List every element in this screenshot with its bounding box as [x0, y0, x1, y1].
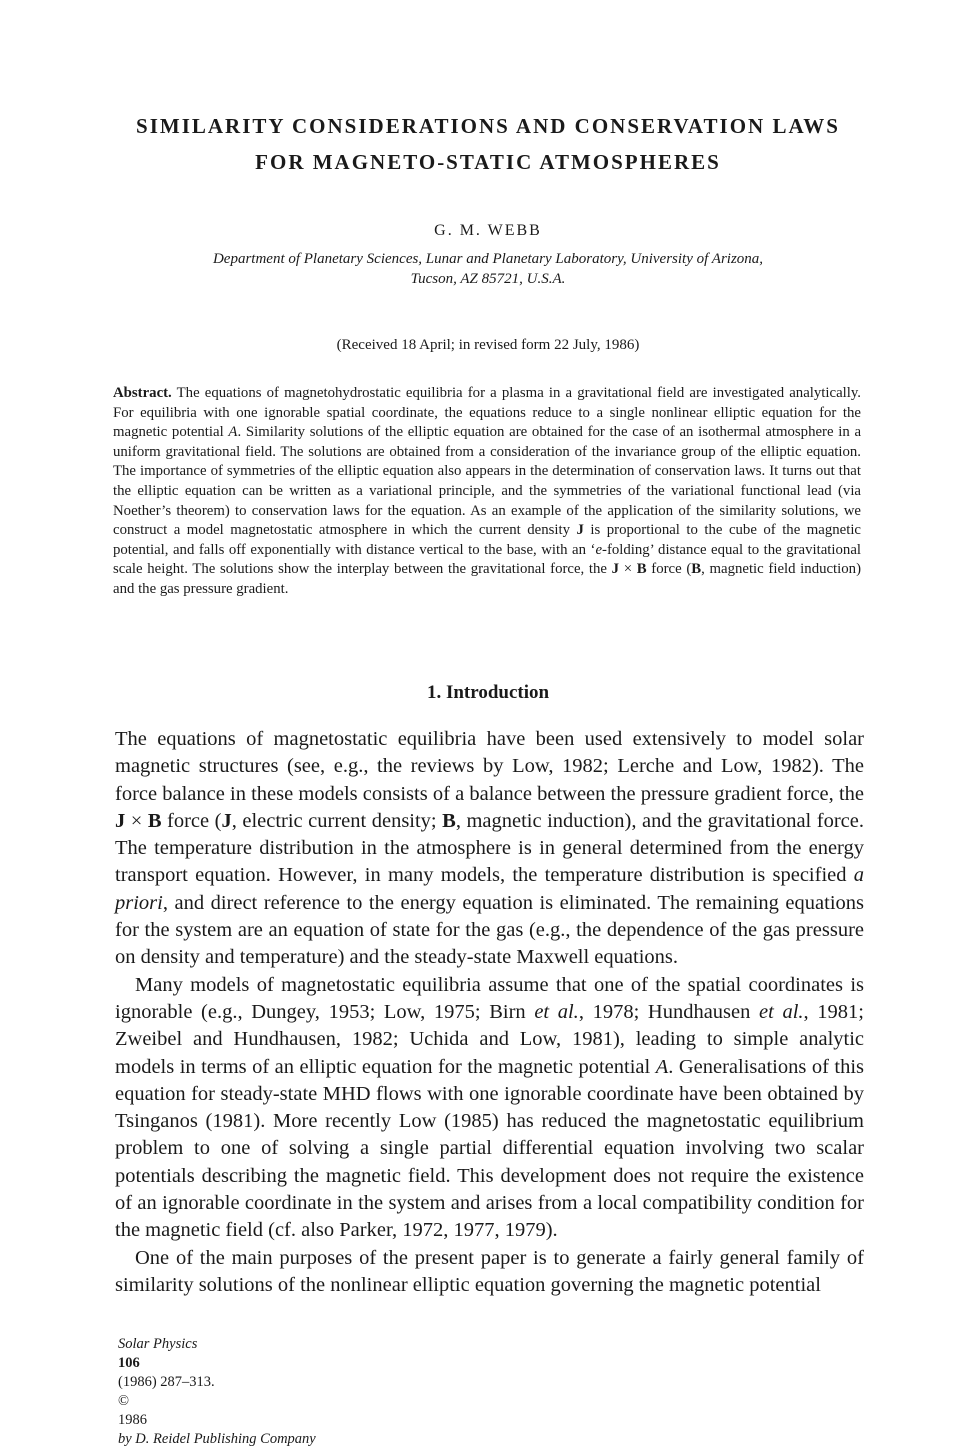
title-line-1: SIMILARITY CONSIDERATIONS AND CONSERVATION LAWS — [136, 114, 840, 138]
paragraph-text: force ( — [161, 809, 222, 832]
abstract-text: × — [619, 561, 637, 578]
paragraph-text: , and direct reference to the energy equation is eliminated. The remaining equations for the system are an equation of state for the gas (e.g., the dependence of the gas pressure on density and temperature) and the steady-state Maxwell equations. — [115, 891, 864, 969]
journal-citation — [118, 1335, 316, 1392]
paragraph-text: , electric current density; — [231, 809, 443, 832]
latin-phrase: a priori — [115, 864, 864, 914]
footer — [118, 1335, 316, 1449]
copyright-symbol: © — [118, 1393, 130, 1409]
symbol: B — [147, 809, 162, 832]
abstract-symbol: B — [691, 561, 702, 578]
received-date: (Received 18 April; in revised form 22 July, 1986) — [336, 337, 640, 353]
abstract-text: The equations of magnetohydrostatic equilibria for a plasma in a gravitational field are investigated analytically. For equilibria with one ignorable spatial coordinate, the equations reduce to a single nonlinear elliptic equation for the magnetic potential — [113, 385, 861, 441]
citation-etal: et al. — [534, 1000, 579, 1023]
journal-name: Solar Physics — [118, 1336, 198, 1352]
abstract-symbol: J — [611, 561, 620, 578]
body-text — [115, 726, 864, 1299]
abstract-symbol: e — [595, 541, 603, 558]
author-name: G. M. WEBB — [434, 222, 542, 239]
paragraph-text: The equations of magnetostatic equilibria have been used extensively to model solar magnetic structures (see, e.g., the reviews by Low, 1982; Lerche and Low, 1982). The force balance in these models consists of a balance between the pressure gradient force, the — [115, 728, 864, 805]
symbol: J — [115, 809, 126, 832]
copyright-year: 1986 — [118, 1412, 147, 1428]
publisher: by D. Reidel Publishing Company — [118, 1431, 316, 1447]
journal-pages: (1986) 287–313. — [118, 1374, 215, 1390]
abstract-label: Abstract. — [113, 385, 172, 401]
abstract-symbol: B — [636, 561, 647, 578]
paragraph-text: , 1981; Zweibel and Hundhausen, 1982; Uchida and Low, 1981), leading to simple analytic models in terms of an elliptic equation for the magnetic potential — [115, 1000, 864, 1078]
affiliation-line-1: Department of Planetary Sciences, Lunar and Planetary Laboratory, University of Arizona, — [212, 251, 764, 267]
abstract-text: , magnetic field induction) and the gas pressure gradient. — [113, 561, 862, 597]
affiliation-line-2: Tucson, AZ 85721, U.S.A. — [410, 271, 566, 287]
paragraph-1 — [115, 726, 864, 972]
paragraph-text: , 1978; Hundhausen — [578, 1000, 760, 1023]
abstract-symbol: J — [576, 522, 584, 539]
copyright-line — [118, 1392, 316, 1449]
author-affiliation — [140, 249, 836, 289]
symbol: B — [442, 809, 456, 832]
paper-title — [100, 108, 876, 180]
paragraph-text: . Generalisations of this equation for steady-state MHD flows with one ignorable coordinate have been obtained by Tsinganos (1981). More recently Low (1985) has reduced the magnetostatic equilibrium problem to one of solving a single partial differential equation involving two scalar potentials describing the magnetic field. This development does not require the existence of an ignorable coordinate in the system and arises from a local compatibility condition for the magnetic field (cf. also Parker, 1972, 1977, 1979). — [115, 1055, 864, 1242]
paragraph-text: × — [125, 809, 148, 832]
paragraph-text: Many models of magnetostatic equilibria assume that one of the spatial coordinates is ignorable (e.g., Dungey, 1953; Low, 1975; Birn — [115, 973, 864, 1023]
symbol: J — [221, 809, 232, 832]
abstract-text: is proportional to the cube of the magnetic potential, and falls off exponentially with distance vertical to the base, with an ‘ — [113, 522, 861, 558]
title-line-2: FOR MAGNETO-STATIC ATMOSPHERES — [255, 150, 721, 174]
section-heading: 1. Introduction — [426, 682, 550, 703]
citation-etal: et al. — [759, 1000, 804, 1023]
paragraph-text: One of the main purposes of the present paper is to generate a fairly general family of similarity solutions of the nonlinear elliptic equation governing the magnetic potential — [115, 1246, 864, 1296]
abstract-symbol: A — [228, 424, 238, 441]
abstract — [113, 384, 861, 600]
paragraph-2 — [115, 972, 864, 1245]
paragraph-text: , magnetic induction), and the gravitational force. The temperature distribution in the atmosphere is in general determined from the energy transport equation. However, in many models, the temperature distribution is specified — [115, 809, 864, 887]
paragraph-3 — [115, 1245, 864, 1300]
abstract-text: force ( — [646, 561, 692, 578]
symbol: A — [655, 1055, 669, 1078]
journal-volume: 106 — [118, 1355, 140, 1371]
abstract-text: . Similarity solutions of the elliptic equation are obtained for the case of an isothermal atmosphere in a uniform gravitational field. The solutions are obtained from a consideration of the invariance group of the elliptic equation. The importance of symmetries of the elliptic equation also appears in the determination of conservation laws. It turns out that the elliptic equation can be written as a variational principle, and the symmetries of the variational functional lead (via Noether’s theorem) to conservation laws for the equation. As an example of the application of the similarity solutions, we construct a model magnetostatic atmosphere in which the current density — [113, 424, 862, 539]
abstract-text: -folding’ distance equal to the gravitational scale height. The solutions show the interplay between the gravitational force, the — [113, 541, 861, 578]
